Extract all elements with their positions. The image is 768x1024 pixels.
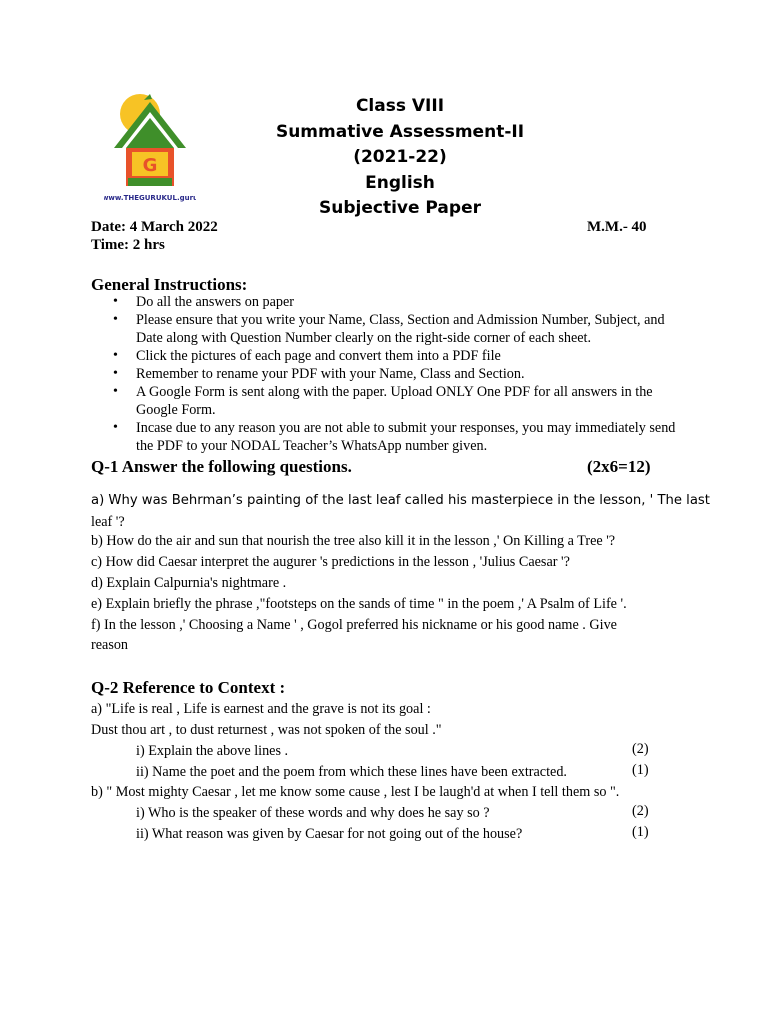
- q2-b-ii: ii) What reason was given by Caesar for not going out of the house?: [136, 826, 523, 842]
- q2-b-line1: b) " Most mighty Caesar , let me know some cause , lest I be laugh'd at when I tell them so ".: [91, 784, 620, 800]
- q1-title: Q-1 Answer the following questions.: [91, 457, 352, 476]
- instruction-item: • Incase due to any reason you are not able to submit your responses, you may immediately send the PDF to your NODAL Teacher’s WhatsApp number given.: [91, 419, 691, 455]
- assessment-title: Summative Assessment-II: [275, 121, 525, 142]
- instructions-list: [91, 293, 691, 455]
- q1-f-line2: reason: [91, 637, 129, 653]
- exam-date: Date: 4 March 2022: [91, 219, 218, 235]
- subject-title: English: [365, 172, 435, 193]
- q2-b-i: i) Who is the speaker of these words and why does he say so ?: [136, 805, 490, 821]
- logo-letter: G: [142, 155, 158, 176]
- q2-b-i-marks: (2): [632, 803, 649, 819]
- paper-header: [250, 94, 550, 222]
- q1-b: b) How do the air and sun that nourish the tree also kill it in the lesson ,' On Killing a Tree '?: [91, 533, 616, 549]
- q1-a-line2: leaf '?: [91, 514, 125, 530]
- q1-d: d) Explain Calpurnia's nightmare .: [91, 575, 287, 591]
- instruction-item: • A Google Form is sent along with the paper. Upload ONLY One PDF for all answers in the Google Form.: [91, 383, 691, 419]
- q2-a-line1: a) "Life is real , Life is earnest and the grave is not its goal :: [91, 701, 431, 717]
- logo-brand-text: www.THEGURUKUL.guru: [104, 194, 196, 202]
- instruction-item: • Click the pictures of each page and convert them into a PDF file: [91, 347, 691, 365]
- q1-a-text: a) Why was Behrman’s painting of the last leaf called his masterpiece in the lesson, ' The last: [91, 493, 710, 508]
- q2-a-i: i) Explain the above lines .: [136, 743, 289, 759]
- q2-a-i-marks: (2): [632, 741, 649, 757]
- q2-b-ii-marks: (1): [632, 824, 649, 840]
- q1-marks: (2x6=12): [587, 457, 651, 476]
- max-marks: M.M.- 40: [587, 219, 647, 235]
- instruction-item: • Please ensure that you write your Name, Class, Section and Admission Number, Subject, and Date along with Question Number clearly on the right-side corner of each sheet.: [91, 311, 691, 347]
- q2-a-ii-marks: (1): [632, 762, 649, 778]
- q2-a-ii: ii) Name the poet and the poem from which these lines have been extracted.: [136, 764, 567, 780]
- exam-time: Time: 2 hrs: [91, 237, 165, 253]
- session-title: (2021-22): [353, 147, 447, 167]
- instruction-item: • Do all the answers on paper: [91, 293, 691, 311]
- instruction-item: • Remember to rename your PDF with your Name, Class and Section.: [91, 365, 691, 383]
- q1-f-line1: f) In the lesson ,' Choosing a Name ' , Gogol preferred his nickname or his good name . Give: [91, 617, 617, 633]
- q2-title: Q-2 Reference to Context :: [91, 678, 286, 697]
- gurukul-logo: [104, 92, 196, 204]
- q1-a-line1: [91, 490, 710, 512]
- paper-type-title: Subjective Paper: [319, 198, 481, 218]
- q1-e: e) Explain briefly the phrase ,"footsteps on the sands of time " in the poem ,' A Psalm of Life '.: [91, 596, 627, 612]
- class-title: Class VIII: [355, 96, 445, 116]
- q1-c: c) How did Caesar interpret the augurer 's predictions in the lesson , 'Julius Caesar '?: [91, 554, 570, 570]
- q2-a-line2: Dust thou art , to dust returnest , was not spoken of the soul .": [91, 722, 442, 738]
- instructions-title: General Instructions:: [91, 275, 248, 294]
